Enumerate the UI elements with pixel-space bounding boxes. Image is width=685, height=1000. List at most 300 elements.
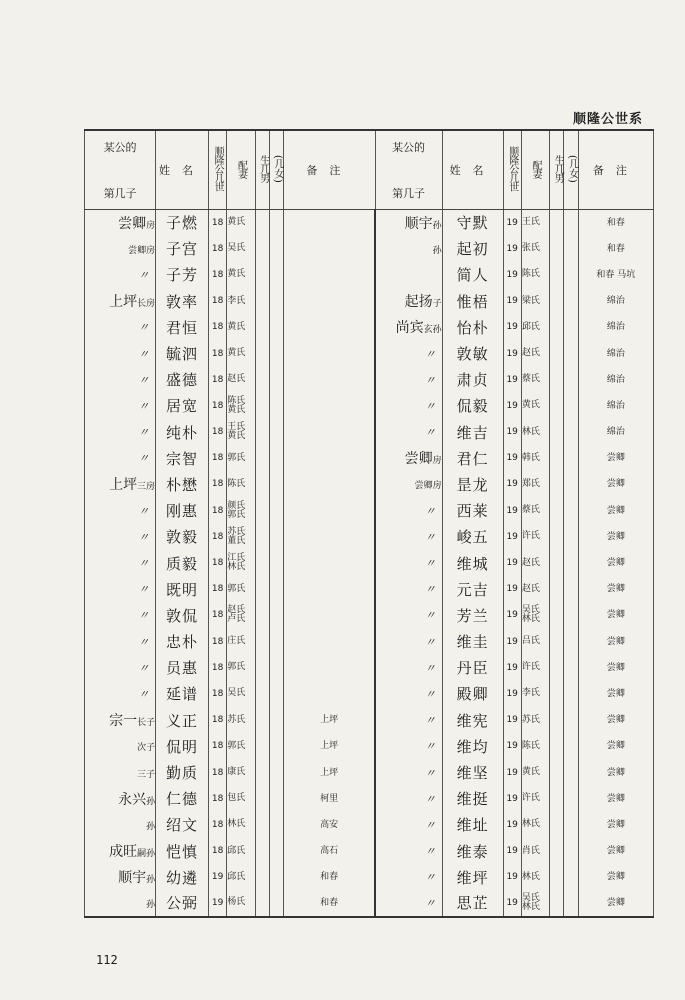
- note-cell: 高安: [284, 812, 375, 838]
- header-generation: 顺隆公几世: [208, 130, 226, 210]
- note-cell: 尝卿: [578, 707, 653, 733]
- parent-text: 〃: [424, 635, 436, 649]
- table-row: [85, 471, 654, 497]
- generation-cell: 19: [503, 367, 521, 393]
- sons-cell: [550, 340, 564, 366]
- parent-suffix: 房: [432, 456, 442, 467]
- name-cell: 敦率: [156, 288, 209, 314]
- table-row: [85, 681, 654, 707]
- header-notes: 备注: [284, 130, 375, 210]
- name-cell: 质毅: [156, 550, 209, 576]
- note-cell: [284, 629, 375, 655]
- note-cell: [284, 550, 375, 576]
- spouse-cell: 赵氏: [521, 576, 549, 602]
- parent-text: 〃: [138, 557, 150, 571]
- generation-cell: 18: [208, 629, 226, 655]
- spouse-cell: 李氏: [227, 288, 255, 314]
- name-cell: 维圭: [442, 629, 503, 655]
- daughters-cell: [564, 655, 578, 681]
- name-cell: 恺慎: [156, 838, 209, 864]
- sons-cell: [550, 236, 564, 262]
- parent-text: 〃: [424, 557, 436, 571]
- name-cell: 维城: [442, 550, 503, 576]
- table-row: [85, 629, 654, 655]
- parent-cell: [375, 759, 442, 785]
- daughters-cell: [269, 314, 283, 340]
- note-cell: 绵治: [578, 288, 653, 314]
- note-cell: 尝卿: [578, 864, 653, 890]
- note-cell: 绵治: [578, 367, 653, 393]
- name-cell: 维泰: [442, 838, 503, 864]
- name-cell: 西莱: [442, 498, 503, 524]
- parent-text: 〃: [424, 583, 436, 597]
- parent-text: 〃: [424, 766, 436, 780]
- header-spouse: 配妻: [227, 130, 255, 210]
- sons-cell: [550, 707, 564, 733]
- parent-suffix: 嗣孙: [137, 849, 156, 860]
- parent-text: 上坪: [109, 294, 138, 311]
- parent-suffix: 孙: [146, 875, 156, 886]
- daughters-cell: [269, 838, 283, 864]
- parent-cell: [375, 812, 442, 838]
- sons-cell: [255, 786, 269, 812]
- parent-cell: [375, 655, 442, 681]
- name-cell: 盛德: [156, 367, 209, 393]
- header-daughters: (几女): [269, 130, 283, 210]
- generation-cell: 19: [503, 288, 521, 314]
- spouse-cell: 郭氏: [227, 733, 255, 759]
- note-cell: 尝卿: [578, 498, 653, 524]
- note-cell: 尝卿: [578, 655, 653, 681]
- name-cell: 维坪: [442, 864, 503, 890]
- parent-text: 三子: [137, 769, 156, 780]
- generation-cell: 18: [208, 262, 226, 288]
- generation-cell: 19: [503, 393, 521, 419]
- generation-cell: 18: [208, 681, 226, 707]
- name-cell: 仁德: [156, 786, 209, 812]
- parent-text: 〃: [424, 818, 436, 832]
- parent-cell: [375, 838, 442, 864]
- sons-cell: [255, 602, 269, 628]
- sons-cell: [255, 629, 269, 655]
- name-cell: 思芷: [442, 890, 503, 916]
- name-cell: 幼遴: [156, 864, 209, 890]
- note-cell: 和春: [578, 236, 653, 262]
- note-cell: [284, 524, 375, 550]
- parent-suffix: 长子: [137, 718, 156, 729]
- generation-cell: 19: [503, 838, 521, 864]
- daughters-cell: [269, 340, 283, 366]
- daughters-cell: [564, 262, 578, 288]
- spouse-cell: 郑氏: [521, 471, 549, 497]
- name-cell: 肃贞: [442, 367, 503, 393]
- parent-text: 〃: [424, 347, 436, 361]
- header-sons: 生几男: [255, 130, 269, 210]
- daughters-cell: [564, 210, 578, 236]
- header-row: [85, 130, 654, 210]
- parent-cell: [375, 786, 442, 812]
- generation-cell: 19: [503, 340, 521, 366]
- generation-cell: 18: [208, 445, 226, 471]
- generation-cell: 19: [503, 733, 521, 759]
- generation-cell: 19: [503, 419, 521, 445]
- name-cell: 刚惠: [156, 498, 209, 524]
- parent-cell: [85, 733, 156, 759]
- note-cell: 和春: [284, 864, 375, 890]
- daughters-cell: [564, 419, 578, 445]
- parent-cell: [375, 498, 442, 524]
- generation-cell: 18: [208, 210, 226, 236]
- parent-text: 〃: [138, 530, 150, 544]
- generation-cell: 19: [503, 524, 521, 550]
- sons-cell: [550, 471, 564, 497]
- table-row: [85, 655, 654, 681]
- daughters-cell: [564, 681, 578, 707]
- sons-cell: [550, 524, 564, 550]
- section-title: 顺隆公世系: [572, 112, 643, 127]
- table-row: [85, 759, 654, 785]
- parent-suffix: 孙: [432, 220, 442, 231]
- parent-cell: [375, 210, 442, 236]
- spouse-cell: 陈氏: [521, 733, 549, 759]
- generation-cell: 19: [503, 210, 521, 236]
- note-cell: [284, 210, 375, 236]
- spouse-cell: 韩氏: [521, 445, 549, 471]
- note-cell: 绵治: [578, 393, 653, 419]
- generation-cell: 19: [503, 681, 521, 707]
- generation-cell: 19: [208, 864, 226, 890]
- table-row: [85, 498, 654, 524]
- spouse-cell: 林氏: [521, 864, 549, 890]
- name-cell: 峻五: [442, 524, 503, 550]
- parent-cell: [375, 314, 442, 340]
- generation-cell: 18: [208, 524, 226, 550]
- parent-cell: [85, 602, 156, 628]
- parent-cell: [85, 288, 156, 314]
- generation-cell: 18: [208, 393, 226, 419]
- parent-cell: [375, 340, 442, 366]
- header-name: 姓名: [442, 130, 503, 210]
- parent-text: 起扬: [404, 294, 433, 311]
- generation-cell: 19: [503, 759, 521, 785]
- daughters-cell: [269, 655, 283, 681]
- daughters-cell: [269, 812, 283, 838]
- table-row: [85, 576, 654, 602]
- spouse-cell: 郭氏: [227, 445, 255, 471]
- spouse-cell: 蔡氏: [521, 498, 549, 524]
- note-cell: [284, 498, 375, 524]
- sons-cell: [255, 550, 269, 576]
- parent-text: 〃: [424, 845, 436, 859]
- parent-cell: [375, 367, 442, 393]
- sons-cell: [550, 655, 564, 681]
- parent-text: 〃: [424, 871, 436, 885]
- spouse-cell: 陈氏 黄氏: [227, 393, 255, 419]
- sons-cell: [255, 236, 269, 262]
- spouse-cell: 林氏: [227, 812, 255, 838]
- spouse-cell: 赵氏 卢氏: [227, 602, 255, 628]
- parent-cell: [375, 890, 442, 916]
- parent-suffix: 子: [432, 299, 442, 310]
- name-cell: 绍文: [156, 812, 209, 838]
- spouse-cell: 许氏: [521, 655, 549, 681]
- daughters-cell: [564, 288, 578, 314]
- name-cell: 维吉: [442, 419, 503, 445]
- daughters-cell: [564, 759, 578, 785]
- table-row: [85, 786, 654, 812]
- daughters-cell: [564, 629, 578, 655]
- spouse-cell: 赵氏: [521, 550, 549, 576]
- note-cell: 尝卿: [578, 524, 653, 550]
- header-parent: 某公的 第几子: [85, 130, 156, 210]
- table-row: [85, 419, 654, 445]
- name-cell: 纯朴: [156, 419, 209, 445]
- name-cell: 员惠: [156, 655, 209, 681]
- table-row: [85, 288, 654, 314]
- name-cell: 敦敏: [442, 340, 503, 366]
- spouse-cell: 苏氏: [227, 707, 255, 733]
- sons-cell: [255, 864, 269, 890]
- note-cell: [284, 236, 375, 262]
- header-parent: 某公的 第几子: [375, 130, 442, 210]
- generation-cell: 18: [208, 498, 226, 524]
- parent-cell: [85, 210, 156, 236]
- parent-text: 尚宾: [395, 320, 424, 337]
- note-cell: 尝卿: [578, 786, 653, 812]
- table-row: [85, 864, 654, 890]
- parent-cell: [85, 759, 156, 785]
- table-row: [85, 707, 654, 733]
- generation-cell: 19: [503, 629, 521, 655]
- parent-cell: [85, 838, 156, 864]
- spouse-cell: 邱氏: [227, 838, 255, 864]
- sons-cell: [550, 550, 564, 576]
- parent-text: 次子: [137, 743, 156, 754]
- parent-cell: [375, 629, 442, 655]
- daughters-cell: [564, 367, 578, 393]
- parent-text: 顺宇: [404, 215, 433, 232]
- generation-cell: 19: [503, 445, 521, 471]
- name-cell: 忠朴: [156, 629, 209, 655]
- note-cell: [284, 262, 375, 288]
- parent-text: 尝卿: [118, 215, 147, 232]
- spouse-cell: 蔡氏: [521, 367, 549, 393]
- daughters-cell: [564, 733, 578, 759]
- spouse-cell: 陈氏: [521, 262, 549, 288]
- note-cell: 尝卿: [578, 838, 653, 864]
- note-cell: 尝卿: [578, 550, 653, 576]
- sons-cell: [550, 314, 564, 340]
- name-cell: 公弼: [156, 890, 209, 916]
- parent-text: 尝卿房: [128, 245, 156, 256]
- sons-cell: [550, 864, 564, 890]
- daughters-cell: [269, 733, 283, 759]
- daughters-cell: [564, 314, 578, 340]
- sons-cell: [255, 655, 269, 681]
- generation-cell: 18: [208, 419, 226, 445]
- parent-text: 〃: [138, 426, 150, 440]
- parent-cell: [85, 629, 156, 655]
- note-cell: 尝卿: [578, 471, 653, 497]
- spouse-cell: 江氏 林氏: [227, 550, 255, 576]
- header-sons: 生几男: [550, 130, 564, 210]
- spouse-cell: 黄氏: [227, 340, 255, 366]
- name-cell: 义正: [156, 707, 209, 733]
- parent-cell: [375, 864, 442, 890]
- parent-text: 〃: [138, 347, 150, 361]
- parent-cell: [375, 262, 442, 288]
- spouse-cell: 邱氏: [521, 314, 549, 340]
- name-cell: 昰龙: [442, 471, 503, 497]
- sons-cell: [255, 838, 269, 864]
- note-cell: 绵治: [578, 314, 653, 340]
- parent-cell: [85, 471, 156, 497]
- generation-cell: 19: [503, 236, 521, 262]
- name-cell: 芳兰: [442, 602, 503, 628]
- note-cell: [284, 314, 375, 340]
- sons-cell: [550, 759, 564, 785]
- header-notes: 备注: [578, 130, 653, 210]
- parent-text: 尝卿: [404, 451, 433, 468]
- spouse-cell: 肖氏: [521, 838, 549, 864]
- table-row: [85, 393, 654, 419]
- daughters-cell: [269, 471, 283, 497]
- note-cell: 尝卿: [578, 445, 653, 471]
- parent-text: 〃: [138, 661, 150, 675]
- parent-suffix: 房: [146, 220, 156, 231]
- spouse-cell: 庄氏: [227, 629, 255, 655]
- note-cell: 和春: [284, 890, 375, 916]
- note-cell: [284, 602, 375, 628]
- parent-cell: [85, 890, 156, 916]
- name-cell: 丹臣: [442, 655, 503, 681]
- daughters-cell: [269, 890, 283, 916]
- parent-cell: [85, 707, 156, 733]
- note-cell: [284, 681, 375, 707]
- sons-cell: [255, 210, 269, 236]
- daughters-cell: [564, 524, 578, 550]
- spouse-cell: 包氏: [227, 786, 255, 812]
- daughters-cell: [269, 210, 283, 236]
- parent-text: 〃: [138, 609, 150, 623]
- note-cell: [284, 419, 375, 445]
- generation-cell: 18: [208, 838, 226, 864]
- generation-cell: 19: [503, 314, 521, 340]
- name-cell: 朴懋: [156, 471, 209, 497]
- name-cell: 居宽: [156, 393, 209, 419]
- note-cell: 绵治: [578, 340, 653, 366]
- parent-text: 〃: [138, 373, 150, 387]
- name-cell: 敦毅: [156, 524, 209, 550]
- spouse-cell: 王氏 黄氏: [227, 419, 255, 445]
- note-cell: 尝卿: [578, 759, 653, 785]
- header-name: 姓名: [156, 130, 209, 210]
- parent-text: 〃: [138, 399, 150, 413]
- parent-cell: [375, 419, 442, 445]
- note-cell: 柯里: [284, 786, 375, 812]
- name-cell: 侃毅: [442, 393, 503, 419]
- name-cell: 元吉: [442, 576, 503, 602]
- parent-cell: [85, 314, 156, 340]
- name-cell: 维均: [442, 733, 503, 759]
- parent-suffix: 长房: [137, 299, 156, 310]
- table-body: [85, 210, 654, 917]
- sons-cell: [255, 367, 269, 393]
- spouse-cell: 林氏: [521, 419, 549, 445]
- note-cell: [284, 340, 375, 366]
- generation-cell: 18: [208, 314, 226, 340]
- parent-suffix: 三房: [137, 482, 156, 493]
- name-cell: 毓泗: [156, 340, 209, 366]
- spouse-cell: 郭氏: [227, 576, 255, 602]
- generation-cell: 18: [208, 550, 226, 576]
- generation-cell: 19: [503, 498, 521, 524]
- daughters-cell: [564, 707, 578, 733]
- genealogy-table: [84, 129, 654, 918]
- spouse-cell: 陈氏: [227, 471, 255, 497]
- daughters-cell: [564, 576, 578, 602]
- sons-cell: [255, 524, 269, 550]
- parent-cell: [85, 236, 156, 262]
- table-row: [85, 890, 654, 916]
- note-cell: [284, 576, 375, 602]
- daughters-cell: [269, 550, 283, 576]
- spouse-cell: 梁氏: [521, 288, 549, 314]
- parent-text: 〃: [424, 373, 436, 387]
- generation-cell: 19: [503, 550, 521, 576]
- parent-text: 上坪: [109, 477, 138, 494]
- parent-cell: [85, 262, 156, 288]
- generation-cell: 19: [503, 576, 521, 602]
- daughters-cell: [269, 236, 283, 262]
- daughters-cell: [564, 393, 578, 419]
- sons-cell: [550, 498, 564, 524]
- spouse-cell: 吴氏 林氏: [521, 890, 549, 916]
- note-cell: [284, 288, 375, 314]
- generation-cell: 18: [208, 471, 226, 497]
- sons-cell: [255, 576, 269, 602]
- parent-cell: [85, 498, 156, 524]
- generation-cell: 19: [503, 471, 521, 497]
- daughters-cell: [564, 236, 578, 262]
- parent-cell: [85, 445, 156, 471]
- note-cell: 尝卿: [578, 576, 653, 602]
- parent-text: 〃: [424, 504, 436, 518]
- sons-cell: [550, 367, 564, 393]
- spouse-cell: 王氏: [521, 210, 549, 236]
- name-cell: 怡朴: [442, 314, 503, 340]
- spouse-cell: 许氏: [521, 786, 549, 812]
- sons-cell: [550, 681, 564, 707]
- parent-cell: [85, 655, 156, 681]
- sons-cell: [550, 602, 564, 628]
- spouse-cell: 李氏: [521, 681, 549, 707]
- sons-cell: [550, 733, 564, 759]
- note-cell: 和春 马坑: [578, 262, 653, 288]
- name-cell: 延谱: [156, 681, 209, 707]
- sons-cell: [255, 393, 269, 419]
- name-cell: 惟梧: [442, 288, 503, 314]
- table-row: [85, 367, 654, 393]
- parent-text: 〃: [138, 452, 150, 466]
- generation-cell: 18: [208, 655, 226, 681]
- table-row: [85, 602, 654, 628]
- parent-text: 成旺: [109, 844, 138, 861]
- sons-cell: [255, 733, 269, 759]
- daughters-cell: [269, 602, 283, 628]
- spouse-cell: 吴氏: [227, 681, 255, 707]
- parent-cell: [85, 681, 156, 707]
